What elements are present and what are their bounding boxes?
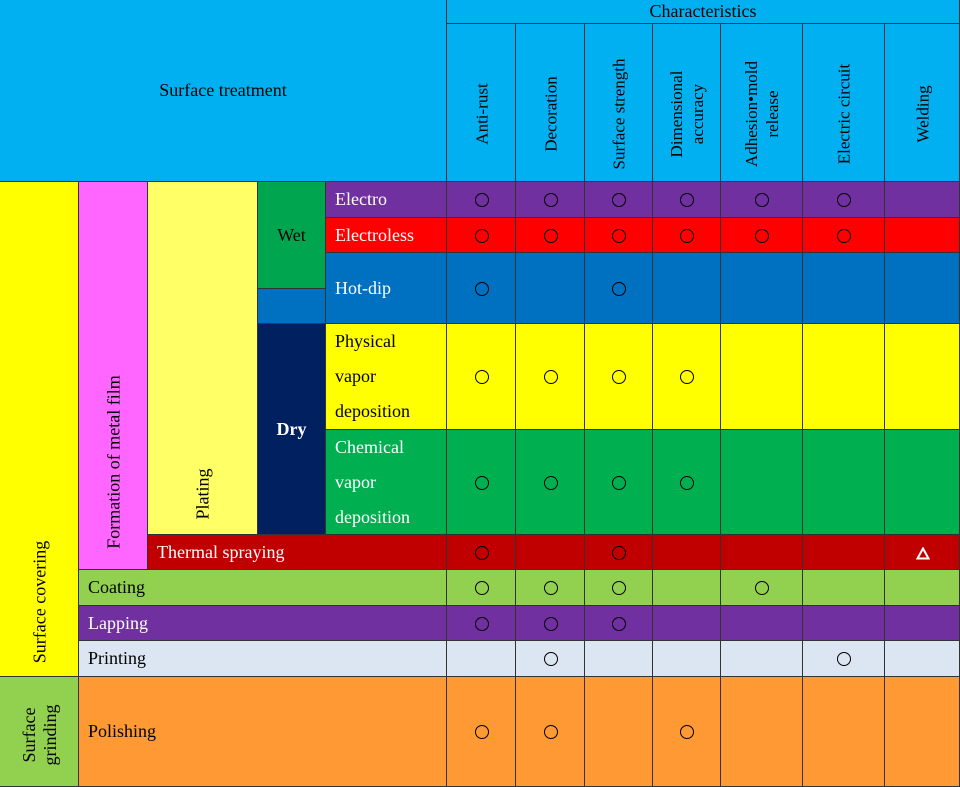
circle-mark (837, 193, 851, 207)
mark-cell (721, 324, 803, 430)
circle-mark (612, 229, 626, 243)
row-thermal-spraying-label: Thermal spraying (157, 541, 285, 562)
circle-mark (837, 652, 851, 666)
row-electroless-label: Electroless (335, 224, 414, 245)
mark-cell (803, 641, 885, 677)
mark-cell (721, 430, 803, 535)
row-chemical-vapor-deposition-label: Chemical vapor deposition (335, 436, 410, 527)
circle-mark (475, 370, 489, 384)
row-polishing-label-cell (79, 677, 447, 787)
mark-cell (447, 677, 516, 787)
mark-cell (885, 677, 960, 787)
mark-cell (653, 253, 721, 324)
mark-cell (803, 218, 885, 253)
circle-mark (475, 617, 489, 631)
mark-cell (585, 218, 653, 253)
mark-cell (721, 570, 803, 606)
mark-cell (516, 430, 585, 535)
mark-cell (885, 182, 960, 218)
mark-cell (516, 570, 585, 606)
circle-mark (475, 546, 489, 560)
mark-cell (803, 253, 885, 324)
circle-mark (680, 725, 694, 739)
row-polishing-label: Polishing (88, 721, 157, 741)
circle-mark (475, 282, 489, 296)
circle-mark (475, 725, 489, 739)
mark-cell (585, 182, 653, 218)
mark-cell (585, 535, 653, 570)
mark-cell (516, 677, 585, 787)
column-header (516, 24, 585, 182)
circle-mark (475, 476, 489, 490)
mark-cell (585, 430, 653, 535)
circle-mark (612, 581, 626, 595)
mark-cell (885, 606, 960, 641)
mark-cell (721, 641, 803, 677)
plating-label: Plating (192, 468, 213, 520)
row-printing-label-cell (79, 641, 447, 677)
circle-mark (680, 476, 694, 490)
mark-cell (803, 570, 885, 606)
mark-cell (721, 606, 803, 641)
column-header (585, 24, 653, 182)
circle-mark (612, 370, 626, 384)
mark-cell (653, 535, 721, 570)
mark-cell (516, 218, 585, 253)
column-header-label: Electric circuit (834, 63, 854, 165)
row-coating-label: Coating (88, 577, 145, 597)
column-header-label: Welding (913, 85, 932, 143)
circle-mark (680, 229, 694, 243)
column-header (803, 24, 885, 182)
formation-of-metal-film-cell (79, 182, 148, 570)
mark-cell (885, 430, 960, 535)
row-physical-vapor-deposition-label: Physical vapor deposition (335, 331, 410, 421)
row-physical-vapor-deposition-label-cell (326, 324, 447, 430)
mark-cell (516, 324, 585, 430)
circle-mark (612, 617, 626, 631)
surface-grinding-cell (0, 677, 79, 787)
row-hot-dip-label: Hot-dip (335, 277, 391, 298)
mark-cell (885, 253, 960, 324)
mark-cell (653, 606, 721, 641)
circle-mark (475, 581, 489, 595)
circle-mark (475, 193, 489, 207)
circle-mark (680, 193, 694, 207)
mark-cell (585, 324, 653, 430)
mark-cell (447, 535, 516, 570)
mark-cell (585, 253, 653, 324)
mark-cell (721, 218, 803, 253)
dry-cell (258, 324, 326, 535)
row-thermal-spraying-label-cell (148, 535, 447, 570)
mark-cell (447, 430, 516, 535)
circle-mark (612, 282, 626, 296)
mark-cell (721, 253, 803, 324)
circle-mark (755, 229, 769, 243)
mark-cell (803, 430, 885, 535)
surface-covering-label: Surface covering (29, 540, 50, 664)
mark-cell (721, 535, 803, 570)
row-lapping-label-cell (79, 606, 447, 641)
mark-cell (516, 535, 585, 570)
mark-cell (653, 641, 721, 677)
row-lapping-label: Lapping (88, 612, 148, 633)
column-header-label: Dimensional accuracy (667, 70, 707, 158)
column-header-label: Surface strength (609, 58, 629, 170)
mark-cell (585, 606, 653, 641)
mark-cell (885, 570, 960, 606)
column-header (447, 24, 516, 182)
mark-cell (653, 324, 721, 430)
mark-cell (516, 182, 585, 218)
circle-mark (612, 546, 626, 560)
mark-cell (516, 253, 585, 324)
column-header-label: Anti-rust (472, 83, 491, 145)
circle-mark (544, 652, 558, 666)
circle-mark (837, 229, 851, 243)
hotdip-spacer-cell (258, 289, 326, 324)
circle-mark (544, 193, 558, 207)
dry-label: Dry (276, 418, 307, 439)
mark-cell (803, 535, 885, 570)
circle-mark (544, 476, 558, 490)
row-chemical-vapor-deposition-label-cell (326, 430, 447, 535)
mark-cell (653, 677, 721, 787)
column-header (653, 24, 721, 182)
mark-cell (447, 182, 516, 218)
mark-cell (721, 677, 803, 787)
header-characteristics (447, 0, 960, 24)
formation-of-metal-film-label: Formation of metal film (103, 375, 124, 549)
circle-mark (544, 370, 558, 384)
circle-mark (755, 581, 769, 595)
mark-cell (803, 606, 885, 641)
wet-label: Wet (277, 224, 306, 245)
circle-mark (475, 229, 489, 243)
row-electro-label-cell (326, 182, 447, 218)
column-header (885, 24, 960, 182)
mark-cell (885, 641, 960, 677)
row-hot-dip-label-cell (326, 253, 447, 324)
mark-cell (585, 641, 653, 677)
surface-covering-cell (0, 182, 79, 677)
mark-cell (447, 606, 516, 641)
row-printing-label: Printing (88, 648, 147, 668)
mark-cell (516, 641, 585, 677)
mark-cell (653, 570, 721, 606)
surface-treatment-label: Surface treatment (159, 80, 287, 100)
row-electro-label: Electro (335, 189, 387, 209)
mark-cell (447, 253, 516, 324)
mark-cell (447, 218, 516, 253)
mark-cell (516, 606, 585, 641)
mark-cell (653, 218, 721, 253)
mark-cell (721, 182, 803, 218)
wet-cell (258, 182, 326, 289)
header-surface-treatment (0, 0, 447, 182)
surface-grinding-label: Surface grinding (19, 704, 60, 766)
mark-cell (803, 182, 885, 218)
characteristics-label: Characteristics (649, 1, 757, 21)
circle-mark (544, 581, 558, 595)
mark-cell (885, 535, 960, 570)
plating-cell (148, 182, 258, 535)
circle-mark (755, 193, 769, 207)
column-header-label: Adhesion•mold release (742, 60, 782, 168)
circle-mark (544, 725, 558, 739)
mark-cell (585, 677, 653, 787)
mark-cell (803, 324, 885, 430)
mark-cell (585, 570, 653, 606)
mark-cell (885, 324, 960, 430)
mark-cell (447, 641, 516, 677)
row-coating-label-cell (79, 570, 447, 606)
circle-mark (612, 476, 626, 490)
column-header (721, 24, 803, 182)
mark-cell (447, 324, 516, 430)
circle-mark (544, 229, 558, 243)
column-header-label: Decoration (541, 76, 560, 152)
mark-cell (803, 677, 885, 787)
mark-cell (885, 218, 960, 253)
circle-mark (680, 370, 694, 384)
mark-cell (653, 430, 721, 535)
mark-cell (653, 182, 721, 218)
row-electroless-label-cell (326, 218, 447, 253)
circle-mark (544, 617, 558, 631)
mark-cell (447, 570, 516, 606)
circle-mark (612, 193, 626, 207)
